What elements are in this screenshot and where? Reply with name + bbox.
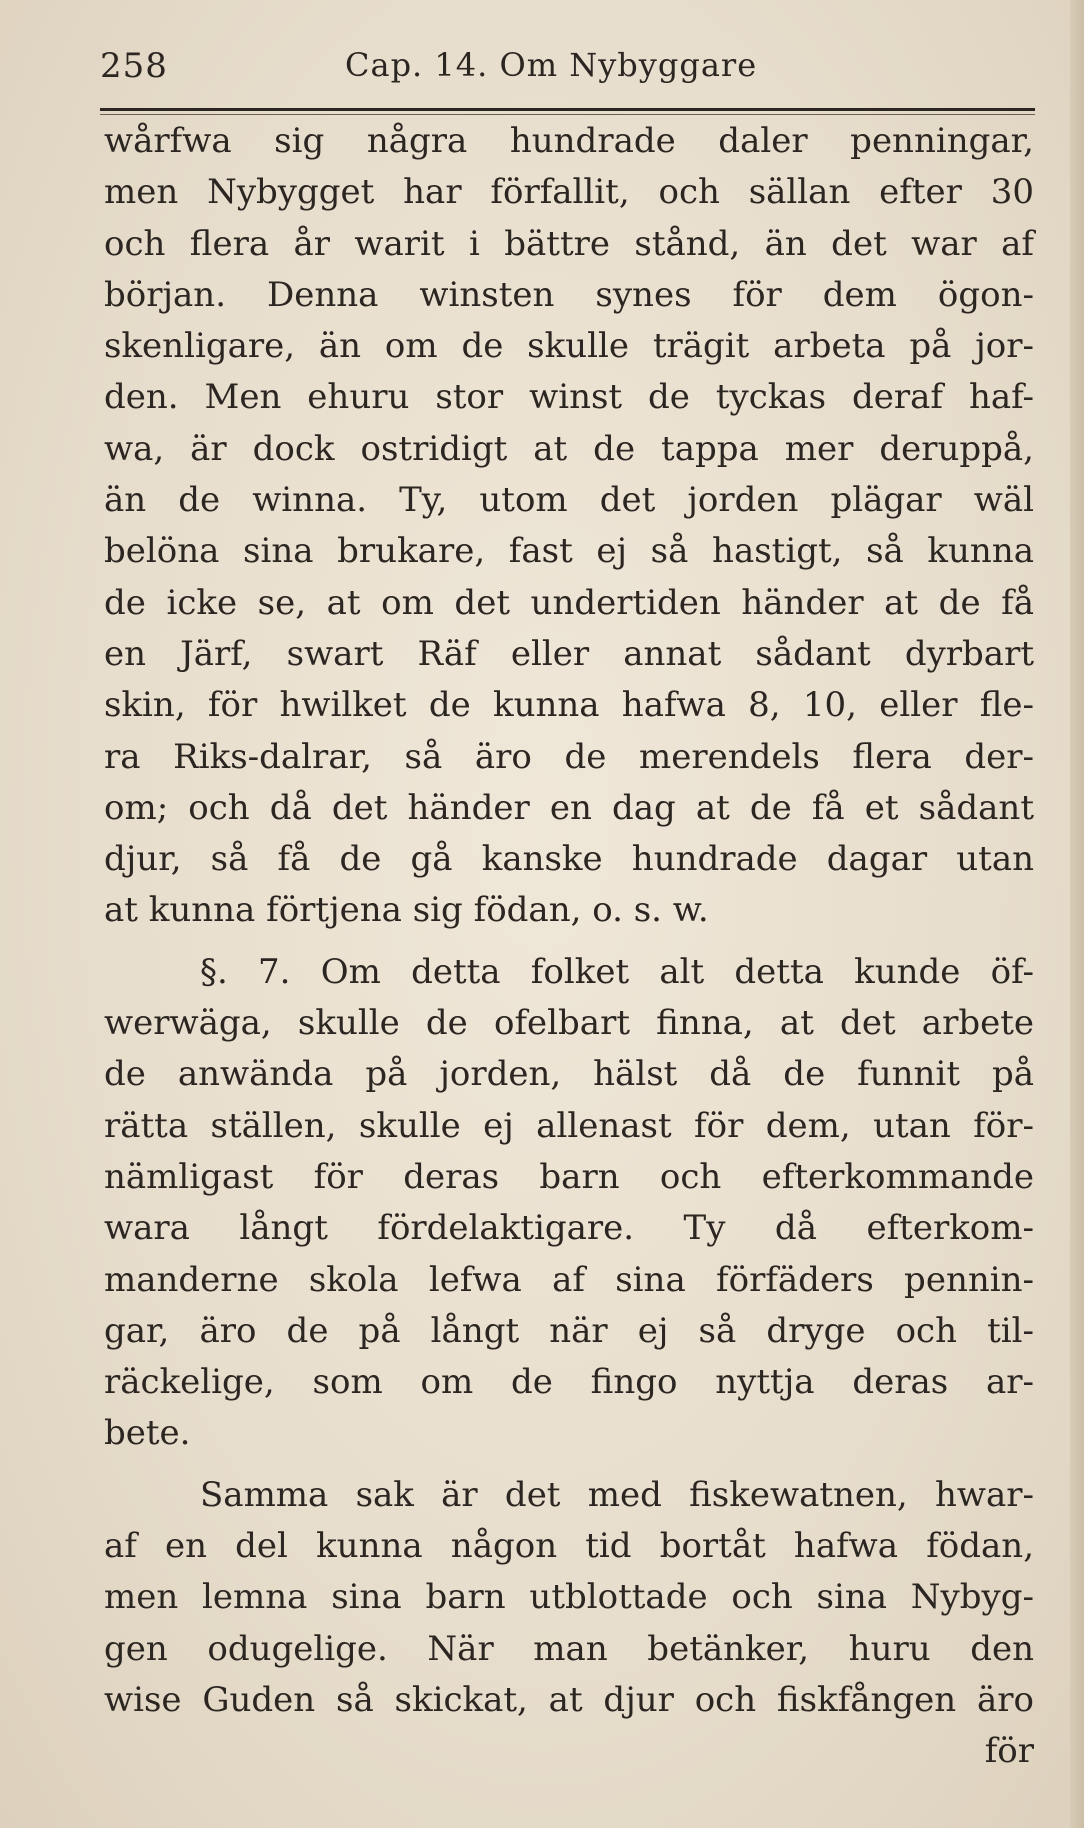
text-line: wårfwa sig några hundrade daler penningar, bbox=[104, 121, 1034, 161]
text-line: en Järf, swart Räf eller annat sådant dyrbart bbox=[104, 633, 1034, 674]
text-line: Samma sak är det med fiskewatnen, hwar- bbox=[200, 1474, 1034, 1515]
text-line: skin, för hwilket de kunna hafwa 8, 10, eller fle- bbox=[104, 685, 1034, 726]
text-line: än de winna. Ty, utom det jorden plägar wäl bbox=[104, 480, 1034, 521]
text-line: men Nybygget har förfallit, och sällan efter 30 bbox=[104, 172, 1034, 213]
text-line: nämligast för deras barn och efterkommande bbox=[104, 1156, 1034, 1197]
text-line: räckelige, som om de fingo nyttja deras ar- bbox=[104, 1362, 1034, 1403]
catchword: för bbox=[984, 1731, 1034, 1772]
text-line: djur, så få de gå kanske hundrade dagar utan bbox=[104, 839, 1034, 880]
text-line: ra Riks-dalrar, så äro de merendels flera der- bbox=[104, 736, 1034, 777]
text-line: gen odugelige. När man betänker, huru den bbox=[104, 1628, 1034, 1669]
text-line: och flera år warit i bättre stånd, än det war af bbox=[104, 223, 1034, 264]
page-edge bbox=[1070, 0, 1084, 1828]
text-line: de anwända på jorden, hälst då de funnit på bbox=[104, 1054, 1034, 1095]
text-line: wa, är dock ostridigt at de tappa mer deruppå, bbox=[104, 428, 1034, 469]
text-line: de icke se, at om det undertiden händer at de få bbox=[104, 582, 1034, 623]
text-line: början. Denna winsten synes för dem ögon- bbox=[104, 274, 1034, 315]
text-line: belöna sina brukare, fast ej så hastigt, så kunna bbox=[104, 531, 1034, 572]
page-number: 258 bbox=[100, 46, 168, 86]
text-line: wise Guden så skickat, at djur och fiskfången äro bbox=[104, 1679, 1034, 1720]
paragraph-1 bbox=[104, 116, 1034, 937]
text-line: skenligare, än om de skulle trägit arbeta på jor- bbox=[104, 326, 1034, 367]
text-line: om; och då det händer en dag at de få et sådant bbox=[104, 787, 1034, 828]
text-line: men lemna sina barn utblottade och sina Nybyg- bbox=[104, 1577, 1034, 1618]
page-header bbox=[100, 42, 1040, 90]
text-line: at kunna förtjena sig födan, o. s. w. bbox=[104, 890, 709, 931]
text-line: manderne skola lefwa af sina förfäders pennin- bbox=[104, 1259, 1034, 1300]
section-heading-line: §. 7. Om detta folket alt detta kunde öf- bbox=[200, 951, 1034, 992]
text-line: werwäga, skulle de ofelbart finna, at det arbete bbox=[104, 1003, 1034, 1044]
text-line: gar, äro de på långt när ej så dryge och til- bbox=[104, 1310, 1034, 1351]
body-text bbox=[104, 116, 1034, 1778]
text-line: bete. bbox=[104, 1413, 191, 1454]
text-line: af en del kunna någon tid bortåt hafwa födan, bbox=[104, 1526, 1034, 1567]
header-rule bbox=[100, 108, 1035, 111]
text-line: rätta ställen, skulle ej allenast för dem, utan för- bbox=[104, 1105, 1034, 1146]
text-line: den. Men ehuru stor winst de tyckas deraf haf- bbox=[104, 377, 1034, 418]
text-line: wara långt fördelaktigare. Ty då efterkom- bbox=[104, 1208, 1034, 1249]
running-head: Cap. 14. Om Nybyggare bbox=[345, 46, 758, 84]
paragraph-2 bbox=[104, 947, 1034, 1460]
paragraph-3 bbox=[104, 1470, 1034, 1726]
